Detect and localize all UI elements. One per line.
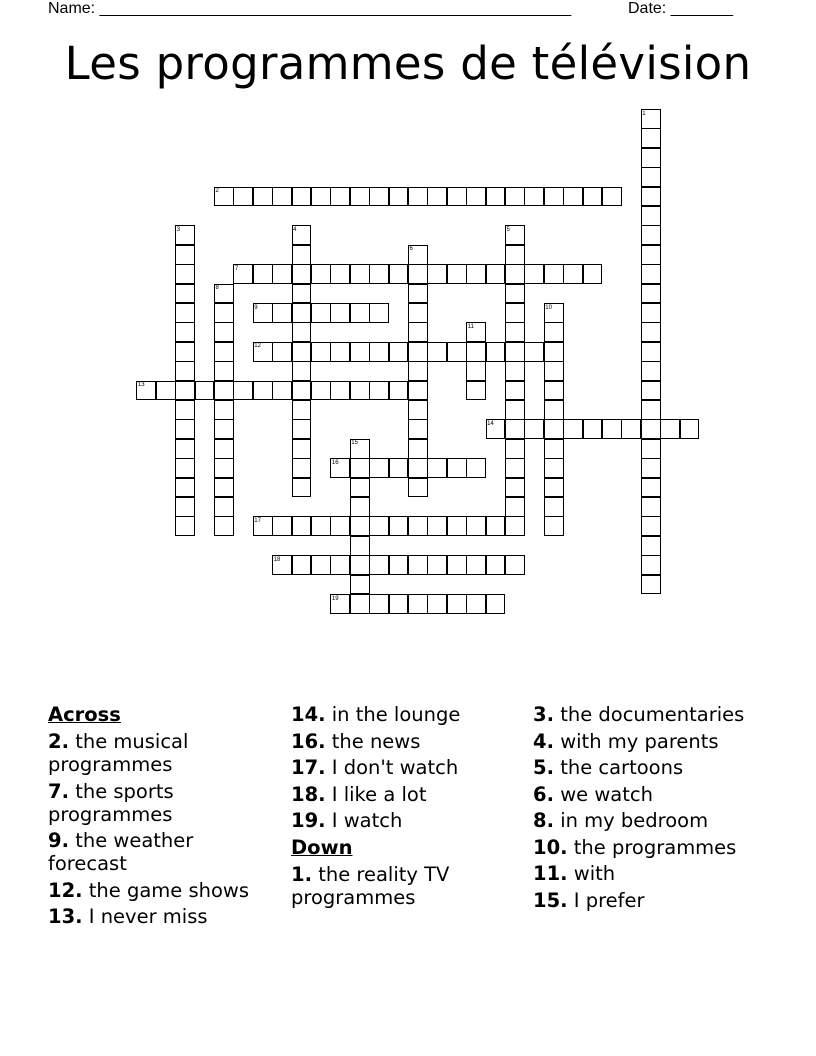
crossword-cell[interactable] bbox=[311, 342, 331, 362]
clue-number: 4. bbox=[533, 729, 554, 753]
crossword-cell[interactable] bbox=[369, 458, 389, 478]
crossword-cell[interactable] bbox=[544, 342, 564, 362]
down-clue bbox=[533, 703, 783, 726]
crossword-cell[interactable] bbox=[466, 187, 486, 207]
crossword-cell[interactable] bbox=[466, 264, 486, 284]
cell-number: 16 bbox=[331, 459, 339, 466]
crossword-cell[interactable] bbox=[641, 516, 661, 536]
cell-number: 5 bbox=[506, 226, 510, 233]
cell-number: 11 bbox=[467, 323, 474, 330]
crossword-cell[interactable] bbox=[680, 419, 700, 439]
crossword-cell[interactable] bbox=[369, 187, 389, 207]
crossword-cell[interactable] bbox=[350, 478, 370, 498]
crossword-cell[interactable] bbox=[641, 497, 661, 517]
crossword-cell[interactable] bbox=[272, 516, 292, 536]
crossword-cell[interactable] bbox=[641, 264, 661, 284]
crossword-cell[interactable] bbox=[311, 264, 331, 284]
clue-text: I don't watch bbox=[331, 756, 459, 779]
crossword-cell[interactable] bbox=[486, 264, 506, 284]
across-clue bbox=[291, 703, 523, 726]
crossword-cell[interactable] bbox=[389, 342, 409, 362]
across-clue bbox=[48, 905, 278, 928]
clue-text: I like a lot bbox=[331, 782, 427, 806]
clue-text: with my parents bbox=[560, 729, 719, 753]
clue-text: the sports programmes bbox=[48, 779, 174, 826]
crossword-cell[interactable] bbox=[427, 555, 447, 575]
crossword-cell[interactable] bbox=[524, 264, 544, 284]
crossword-cell[interactable] bbox=[408, 400, 428, 420]
crossword-cell[interactable] bbox=[427, 187, 447, 207]
clue-text: the cartoons bbox=[560, 756, 684, 779]
crossword-cell[interactable] bbox=[292, 187, 312, 207]
crossword-cell[interactable] bbox=[292, 419, 312, 439]
clue-number: 3. bbox=[533, 703, 554, 726]
clue-number: 1. bbox=[291, 862, 312, 886]
down-clue bbox=[291, 863, 523, 909]
crossword-cell[interactable] bbox=[350, 342, 370, 362]
crossword-cell[interactable] bbox=[505, 419, 525, 439]
clue-number: 8. bbox=[533, 809, 554, 832]
crossword-cell[interactable] bbox=[175, 342, 195, 362]
crossword-cell[interactable] bbox=[544, 478, 564, 498]
cell-number: 4 bbox=[293, 226, 297, 233]
across-clue bbox=[291, 783, 523, 806]
crossword-cell[interactable] bbox=[156, 381, 176, 401]
crossword-cell[interactable] bbox=[641, 342, 661, 362]
crossword-cell[interactable] bbox=[427, 342, 447, 362]
crossword-cell[interactable] bbox=[389, 264, 409, 284]
crossword-cell[interactable] bbox=[544, 264, 564, 284]
crossword-cell[interactable] bbox=[466, 594, 486, 614]
crossword-cell[interactable] bbox=[563, 187, 583, 207]
crossword-cell[interactable] bbox=[641, 206, 661, 226]
crossword-cell[interactable] bbox=[524, 342, 544, 362]
crossword-cell[interactable] bbox=[408, 322, 428, 342]
cell-number: 6 bbox=[409, 246, 413, 253]
crossword-cell[interactable] bbox=[311, 381, 331, 401]
crossword-cell[interactable] bbox=[486, 594, 506, 614]
crossword-cell[interactable] bbox=[563, 264, 583, 284]
crossword-cell[interactable] bbox=[350, 381, 370, 401]
crossword-cell[interactable] bbox=[389, 555, 409, 575]
crossword-cell[interactable] bbox=[427, 264, 447, 284]
crossword-cell[interactable] bbox=[544, 381, 564, 401]
clue-number: 10. bbox=[533, 835, 568, 859]
clue-text: I prefer bbox=[573, 888, 645, 912]
crossword-cell[interactable] bbox=[311, 516, 331, 536]
down-clue bbox=[533, 809, 783, 832]
cell-number: 18 bbox=[273, 556, 281, 563]
crossword-cell[interactable] bbox=[505, 555, 525, 575]
crossword-cell[interactable] bbox=[292, 478, 312, 498]
clue-number: 11. bbox=[533, 862, 568, 885]
crossword-cell[interactable] bbox=[408, 419, 428, 439]
cell-number: 14 bbox=[487, 420, 494, 427]
down-clue bbox=[533, 862, 783, 885]
crossword-cell[interactable] bbox=[175, 400, 195, 420]
crossword-cell[interactable] bbox=[447, 516, 467, 536]
across-clue bbox=[48, 829, 278, 875]
crossword-cell[interactable] bbox=[350, 555, 370, 575]
crossword-cell[interactable] bbox=[641, 303, 661, 323]
crossword-cell[interactable] bbox=[621, 419, 641, 439]
crossword-cell[interactable] bbox=[369, 381, 389, 401]
crossword-cell[interactable] bbox=[350, 594, 370, 614]
crossword-cell[interactable] bbox=[214, 419, 234, 439]
cell-number: 17 bbox=[254, 517, 261, 524]
across-clue bbox=[291, 809, 523, 832]
crossword-cell[interactable] bbox=[641, 419, 661, 439]
crossword-cell[interactable] bbox=[641, 187, 661, 207]
crossword-cell[interactable] bbox=[466, 342, 486, 362]
cell-number: 2 bbox=[215, 188, 219, 195]
cell-number: 8 bbox=[215, 285, 219, 292]
crossword-cell[interactable] bbox=[641, 245, 661, 265]
crossword-cell[interactable] bbox=[408, 478, 428, 498]
crossword-cell[interactable] bbox=[330, 303, 350, 323]
crossword-cell[interactable] bbox=[175, 478, 195, 498]
clues-column-1 bbox=[48, 703, 278, 932]
crossword-cell[interactable] bbox=[389, 516, 409, 536]
down-clue bbox=[533, 889, 783, 912]
crossword-cell[interactable] bbox=[505, 303, 525, 323]
crossword-cell[interactable] bbox=[214, 400, 234, 420]
crossword-cell[interactable] bbox=[544, 187, 564, 207]
crossword-cell[interactable] bbox=[311, 555, 331, 575]
crossword-cell[interactable] bbox=[660, 419, 680, 439]
crossword-cell[interactable] bbox=[544, 516, 564, 536]
crossword-cell[interactable] bbox=[272, 381, 292, 401]
crossword-cell[interactable] bbox=[466, 458, 486, 478]
crossword-cell[interactable] bbox=[214, 381, 234, 401]
crossword-cell[interactable] bbox=[447, 187, 467, 207]
crossword-cell[interactable] bbox=[292, 284, 312, 304]
clue-text: I watch bbox=[331, 809, 403, 832]
crossword-cell[interactable] bbox=[350, 303, 370, 323]
across-heading: Across bbox=[48, 703, 121, 726]
crossword-cell[interactable] bbox=[292, 381, 312, 401]
crossword-cell[interactable] bbox=[544, 497, 564, 517]
crossword-cell[interactable] bbox=[427, 594, 447, 614]
crossword-cell[interactable] bbox=[505, 478, 525, 498]
crossword-cell[interactable] bbox=[292, 439, 312, 459]
crossword-cell[interactable] bbox=[175, 419, 195, 439]
crossword-cell[interactable] bbox=[505, 322, 525, 342]
date-field-label: Date: _______ bbox=[628, 0, 733, 17]
crossword-cell[interactable] bbox=[330, 555, 350, 575]
clue-number: 17. bbox=[291, 756, 326, 779]
crossword-cell[interactable] bbox=[389, 458, 409, 478]
crossword-cell[interactable] bbox=[563, 419, 583, 439]
page-title: Les programmes de télévision bbox=[64, 37, 752, 90]
crossword-cell[interactable] bbox=[447, 264, 467, 284]
crossword-cell[interactable] bbox=[408, 594, 428, 614]
down-clue bbox=[533, 756, 783, 779]
crossword-cell[interactable] bbox=[505, 342, 525, 362]
crossword-cell[interactable] bbox=[214, 497, 234, 517]
clue-text: the documentaries bbox=[560, 703, 745, 726]
crossword-cell[interactable] bbox=[350, 458, 370, 478]
clue-text: the programmes bbox=[573, 835, 737, 859]
crossword-cell[interactable] bbox=[292, 516, 312, 536]
clue-text: we watch bbox=[560, 782, 653, 806]
crossword-cell[interactable] bbox=[447, 342, 467, 362]
crossword-cell[interactable] bbox=[330, 264, 350, 284]
clue-number: 16. bbox=[291, 729, 326, 753]
crossword-cell[interactable] bbox=[641, 148, 661, 168]
crossword-cell[interactable] bbox=[641, 555, 661, 575]
crossword-cell[interactable] bbox=[330, 187, 350, 207]
crossword-cell[interactable] bbox=[524, 419, 544, 439]
crossword-cell[interactable] bbox=[505, 458, 525, 478]
crossword-cell[interactable] bbox=[369, 516, 389, 536]
down-clue bbox=[533, 783, 783, 806]
clue-text: with bbox=[573, 862, 616, 885]
crossword-cell[interactable] bbox=[369, 555, 389, 575]
crossword-cell[interactable] bbox=[505, 497, 525, 517]
crossword-cell[interactable] bbox=[544, 361, 564, 381]
crossword-cell[interactable] bbox=[641, 322, 661, 342]
crossword-cell[interactable] bbox=[641, 458, 661, 478]
name-field-label: Name: _____________________________________________________ bbox=[48, 0, 572, 17]
crossword-cell[interactable] bbox=[175, 516, 195, 536]
clues-column-2 bbox=[291, 703, 523, 912]
crossword-cell[interactable] bbox=[350, 575, 370, 595]
crossword-cell[interactable] bbox=[408, 555, 428, 575]
clue-number: 5. bbox=[533, 756, 554, 779]
crossword-cell[interactable] bbox=[292, 322, 312, 342]
crossword-cell[interactable] bbox=[544, 439, 564, 459]
crossword-cell[interactable] bbox=[253, 264, 273, 284]
crossword-cell[interactable] bbox=[175, 381, 195, 401]
crossword-cell[interactable] bbox=[233, 187, 253, 207]
crossword-cell[interactable] bbox=[641, 284, 661, 304]
crossword-cell[interactable] bbox=[524, 187, 544, 207]
crossword-cell[interactable] bbox=[408, 361, 428, 381]
crossword-cell[interactable] bbox=[292, 264, 312, 284]
down-heading: Down bbox=[291, 835, 353, 859]
crossword-cell[interactable] bbox=[427, 458, 447, 478]
crossword-cell[interactable] bbox=[641, 361, 661, 381]
across-clue bbox=[48, 730, 278, 776]
clue-number: 7. bbox=[48, 779, 69, 803]
crossword-cell[interactable] bbox=[486, 187, 506, 207]
crossword-cell[interactable] bbox=[214, 458, 234, 478]
crossword-cell[interactable] bbox=[175, 439, 195, 459]
crossword-cell[interactable] bbox=[214, 361, 234, 381]
crossword-cell[interactable] bbox=[408, 342, 428, 362]
crossword-cell[interactable] bbox=[292, 342, 312, 362]
crossword-cell[interactable] bbox=[641, 478, 661, 498]
across-clue bbox=[48, 780, 278, 826]
crossword-cell[interactable] bbox=[350, 516, 370, 536]
crossword-cell[interactable] bbox=[369, 264, 389, 284]
crossword-cell[interactable] bbox=[195, 381, 215, 401]
crossword-cell[interactable] bbox=[641, 575, 661, 595]
cell-number: 10 bbox=[545, 304, 552, 311]
crossword-cell[interactable] bbox=[486, 555, 506, 575]
clue-text: the weather forecast bbox=[48, 829, 194, 875]
cell-number: 3 bbox=[176, 226, 181, 233]
crossword-cell[interactable] bbox=[408, 303, 428, 323]
across-clue bbox=[291, 756, 523, 779]
crossword-cell[interactable] bbox=[505, 361, 525, 381]
crossword-cell[interactable] bbox=[544, 400, 564, 420]
crossword-cell[interactable] bbox=[272, 187, 292, 207]
crossword-cell[interactable] bbox=[641, 167, 661, 187]
crossword-cell[interactable] bbox=[330, 342, 350, 362]
crossword-cell[interactable] bbox=[408, 284, 428, 304]
crossword-cell[interactable] bbox=[175, 322, 195, 342]
cell-number: 12 bbox=[254, 343, 261, 350]
clue-number: 9. bbox=[48, 829, 69, 852]
crossword-cell[interactable] bbox=[175, 303, 195, 323]
crossword-cell[interactable] bbox=[311, 303, 331, 323]
clue-number: 19. bbox=[291, 809, 326, 832]
crossword-cell[interactable] bbox=[408, 458, 428, 478]
crossword-cell[interactable] bbox=[253, 381, 273, 401]
crossword-cell[interactable] bbox=[214, 439, 234, 459]
crossword-cell[interactable] bbox=[350, 536, 370, 556]
crossword-cell[interactable] bbox=[544, 419, 564, 439]
crossword-cell[interactable] bbox=[505, 284, 525, 304]
crossword-cell[interactable] bbox=[214, 322, 234, 342]
crossword-cell[interactable] bbox=[641, 381, 661, 401]
cell-number: 13 bbox=[137, 382, 145, 389]
clues-column-3 bbox=[533, 703, 783, 915]
crossword-cell[interactable] bbox=[272, 342, 292, 362]
crossword-cell[interactable] bbox=[544, 458, 564, 478]
crossword-cell[interactable] bbox=[466, 381, 486, 401]
crossword-cell[interactable] bbox=[505, 264, 525, 284]
crossword-cell[interactable] bbox=[175, 361, 195, 381]
crossword-cell[interactable] bbox=[350, 497, 370, 517]
crossword-cell[interactable] bbox=[389, 187, 409, 207]
crossword-cell[interactable] bbox=[447, 594, 467, 614]
crossword-cell[interactable] bbox=[408, 264, 428, 284]
crossword-cell[interactable] bbox=[641, 128, 661, 148]
crossword-cell[interactable] bbox=[214, 516, 234, 536]
clue-text: the news bbox=[331, 729, 421, 753]
crossword-cell[interactable] bbox=[583, 419, 603, 439]
crossword-cell[interactable] bbox=[641, 400, 661, 420]
cell-number: 15 bbox=[351, 440, 358, 447]
crossword-cell[interactable] bbox=[505, 400, 525, 420]
crossword-cell[interactable] bbox=[505, 245, 525, 265]
crossword-cell[interactable] bbox=[292, 400, 312, 420]
cell-number: 7 bbox=[234, 265, 239, 272]
crossword-cell[interactable] bbox=[350, 264, 370, 284]
crossword-cell[interactable] bbox=[369, 342, 389, 362]
cell-number: 19 bbox=[331, 595, 339, 602]
crossword-cell[interactable] bbox=[175, 458, 195, 478]
crossword-cell[interactable] bbox=[389, 594, 409, 614]
clue-text: the reality TV programmes bbox=[291, 862, 450, 909]
crossword-cell[interactable] bbox=[350, 187, 370, 207]
crossword-cell[interactable] bbox=[311, 187, 331, 207]
crossword-cell[interactable] bbox=[505, 187, 525, 207]
clue-number: 13. bbox=[48, 905, 83, 928]
crossword-cell[interactable] bbox=[602, 187, 622, 207]
crossword-cell[interactable] bbox=[292, 555, 312, 575]
crossword-cell[interactable] bbox=[175, 284, 195, 304]
crossword-cell[interactable] bbox=[272, 303, 292, 323]
crossword-cell[interactable] bbox=[369, 594, 389, 614]
crossword-cell[interactable] bbox=[389, 381, 409, 401]
clue-number: 15. bbox=[533, 888, 568, 912]
cell-number: 9 bbox=[254, 304, 258, 311]
crossword-cell[interactable] bbox=[486, 342, 506, 362]
clue-number: 12. bbox=[48, 878, 83, 902]
crossword-cell[interactable] bbox=[408, 439, 428, 459]
crossword-cell[interactable] bbox=[486, 516, 506, 536]
crossword-cell[interactable] bbox=[505, 439, 525, 459]
crossword-cell[interactable] bbox=[330, 381, 350, 401]
crossword-cell[interactable] bbox=[583, 187, 603, 207]
down-clue bbox=[533, 730, 783, 753]
crossword-cell[interactable] bbox=[641, 536, 661, 556]
across-clue bbox=[48, 879, 278, 902]
crossword-cell[interactable] bbox=[408, 381, 428, 401]
crossword-cell[interactable] bbox=[175, 245, 195, 265]
crossword-cell[interactable] bbox=[292, 245, 312, 265]
crossword-cell[interactable] bbox=[214, 342, 234, 362]
crossword-cell[interactable] bbox=[253, 187, 273, 207]
crossword-cell[interactable] bbox=[292, 458, 312, 478]
crossword-cell[interactable] bbox=[466, 361, 486, 381]
clue-text: the game shows bbox=[88, 878, 250, 902]
cell-number: 1 bbox=[642, 110, 646, 117]
clue-number: 2. bbox=[48, 730, 69, 753]
crossword-cell[interactable] bbox=[292, 303, 312, 323]
crossword-cell[interactable] bbox=[505, 381, 525, 401]
clue-text: the musical programmes bbox=[48, 730, 189, 776]
clue-text: in the lounge bbox=[331, 703, 461, 726]
crossword-cell[interactable] bbox=[408, 187, 428, 207]
crossword-cell[interactable] bbox=[447, 458, 467, 478]
crossword-cell[interactable] bbox=[427, 516, 447, 536]
crossword-cell[interactable] bbox=[175, 264, 195, 284]
clue-number: 18. bbox=[291, 782, 326, 806]
down-clue bbox=[533, 836, 783, 859]
crossword-cell[interactable] bbox=[641, 439, 661, 459]
across-clue bbox=[291, 730, 523, 753]
crossword-cell[interactable] bbox=[214, 478, 234, 498]
clue-number: 6. bbox=[533, 782, 554, 806]
clue-text: in my bedroom bbox=[560, 809, 709, 832]
crossword-cell[interactable] bbox=[330, 516, 350, 536]
crossword-cell[interactable] bbox=[447, 555, 467, 575]
crossword-cell[interactable] bbox=[233, 381, 253, 401]
crossword-cell[interactable] bbox=[292, 361, 312, 381]
crossword-cell[interactable] bbox=[369, 303, 389, 323]
crossword-cell[interactable] bbox=[272, 264, 292, 284]
crossword-cell[interactable] bbox=[175, 497, 195, 517]
crossword-cell[interactable] bbox=[408, 516, 428, 536]
clue-number: 14. bbox=[291, 703, 326, 726]
crossword-cell[interactable] bbox=[505, 516, 525, 536]
crossword-cell[interactable] bbox=[602, 419, 622, 439]
crossword-cell[interactable] bbox=[544, 322, 564, 342]
crossword-cell[interactable] bbox=[583, 264, 603, 284]
crossword-cell[interactable] bbox=[214, 303, 234, 323]
crossword-cell[interactable] bbox=[466, 555, 486, 575]
crossword-cell[interactable] bbox=[466, 516, 486, 536]
crossword-cell[interactable] bbox=[641, 225, 661, 245]
clue-text: I never miss bbox=[88, 905, 208, 928]
